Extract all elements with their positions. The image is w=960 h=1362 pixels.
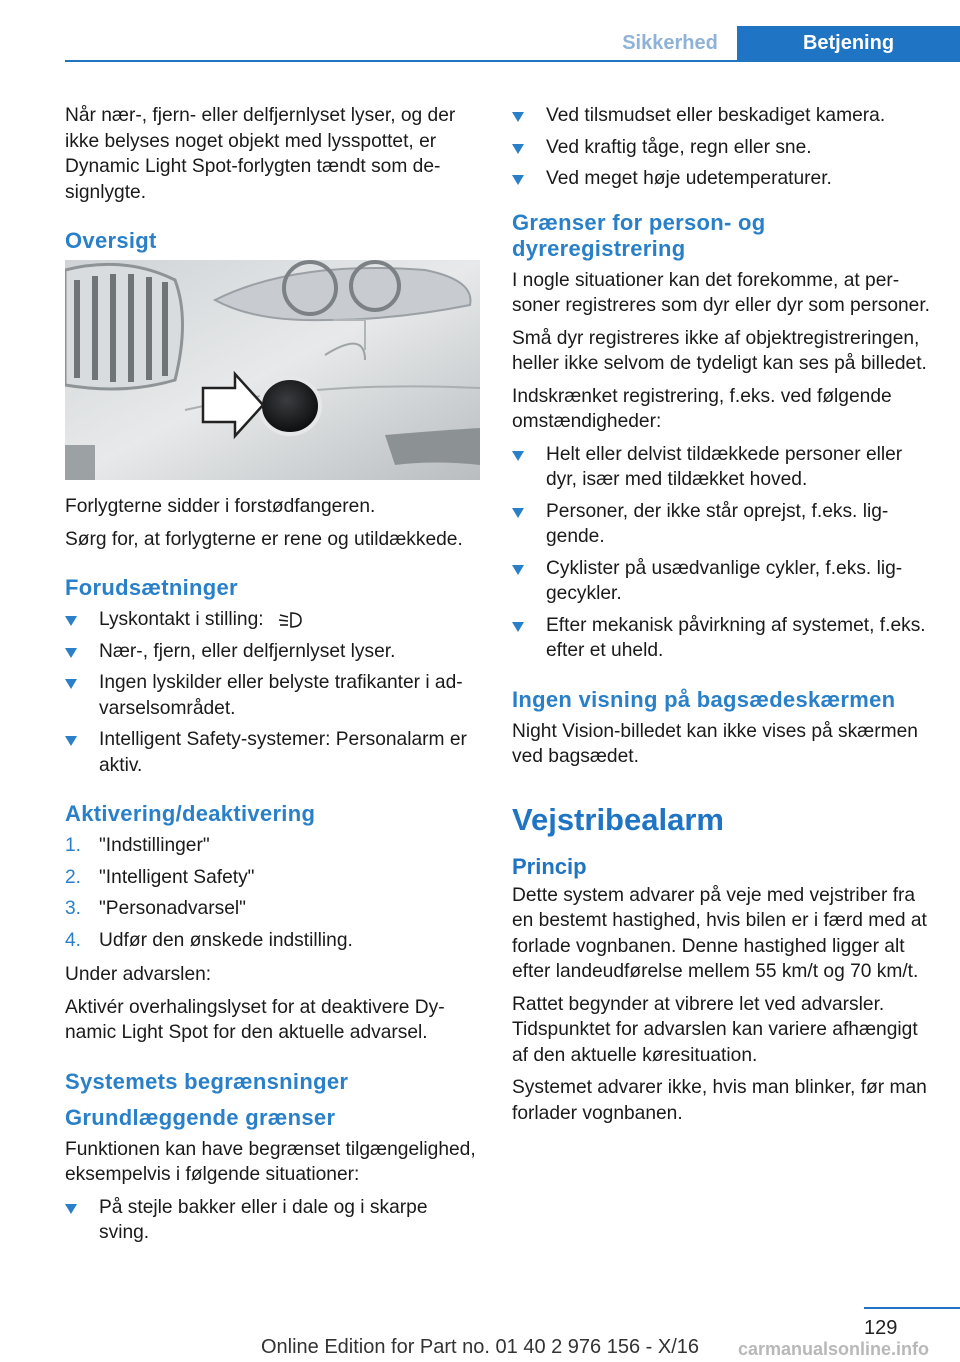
watermark: carmanualsonline.info: [738, 1339, 930, 1359]
heading-system: Systemets begrænsninger: [65, 1068, 349, 1094]
bullet-triangle-icon: [512, 565, 524, 575]
heading-aktivering: Aktivering/deaktivering: [65, 801, 316, 826]
graenser-p2: Små dyr registreres ikke af objektregistreringen, heller ikke selvom de tydeligt kan ses på billedet.: [512, 327, 927, 374]
left-column: [65, 103, 480, 1255]
page-number-rule: [864, 1307, 960, 1309]
headlight-photo: [65, 260, 480, 480]
under-text: Aktivér overhalingslyset for at deaktivere Dynamic Light Spot for den aktuelle advarsel.: [65, 996, 445, 1043]
heading-ingen-visning: Ingen visning på bagsædeskærmen: [512, 686, 896, 712]
right-column: [512, 103, 932, 1133]
heading-forudsaetninger: Forudsætninger: [65, 575, 238, 600]
list-item: Ved kraftig tåge, regn eller sne.: [512, 135, 932, 161]
photo-caption-1: Forlygterne sidder i forstødfangeren.: [65, 496, 376, 517]
list-item: 2. "Intelligent Safety": [65, 866, 255, 888]
list-item: Nær-, fjern, eller delfjernlyset lyser.: [65, 639, 480, 665]
photo-caption-2: Sørg for, at forlygterne er rene og utildækkede.: [65, 528, 463, 550]
intro-paragraph: Når nær-, fjern- eller delfjernlyset lyser, og der ikke belyses noget objekt med lysspottet, er Dynamic Light Spot-forlygten tændt som designlygte.: [65, 105, 456, 203]
registration-list: [512, 442, 932, 664]
bullet-triangle-icon: [512, 622, 524, 632]
tab-betjening[interactable]: Betjening: [737, 26, 960, 62]
continued-list: [512, 103, 932, 192]
list-item: På stejle bakker eller i dale og i skarpe sving.: [65, 1195, 480, 1246]
bullet-triangle-icon: [512, 175, 524, 185]
header-rule: [65, 60, 960, 62]
tab-sikkerhed[interactable]: Sikkerhed: [605, 26, 735, 62]
list-item: Intelligent Safety-systemer: Personalarm er aktiv.: [65, 727, 480, 778]
princip-p2: Rattet begynder at vibrere let ved advarsler. Tidspunktet for advarslen kan variere afhængigt af den aktuelle køresituation.: [512, 993, 918, 1066]
bullet-triangle-icon: [65, 648, 77, 658]
graenser-p1: I nogle situationer kan det forekomme, at personer registreres som dyr eller dyr som personer.: [512, 269, 931, 316]
edition-footer: Online Edition for Part no. 01 40 2 976 156 - X/16: [260, 1336, 700, 1358]
list-item: Lyskontakt i stilling:: [65, 607, 480, 633]
bullet-triangle-icon: [65, 679, 77, 689]
list-item: Efter mekanisk påvirkning af systemet, f.eks. efter et uheld.: [512, 613, 932, 664]
activation-steps: [65, 833, 480, 953]
list-item: Helt eller delvist tildækkede personer eller dyr, især med tildækket hoved.: [512, 442, 932, 493]
grund-list: [65, 1195, 480, 1246]
page-number: 129: [864, 1317, 898, 1339]
list-item: Cyklister på usædvanlige cykler, f.eks. liggecykler.: [512, 556, 932, 607]
princip-p3: Systemet advarer ikke, hvis man blinker, før man forlader vognbanen.: [512, 1077, 927, 1124]
bullet-triangle-icon: [512, 508, 524, 518]
list-item: Ved tilsmudset eller beskadiget kamera.: [512, 103, 932, 129]
low-beam-icon: [277, 609, 303, 631]
grund-text: Funktionen kan have begrænset tilgængelighed, eksempelvis i følgende situationer:: [65, 1138, 476, 1185]
bullet-triangle-icon: [512, 112, 524, 122]
bullet-triangle-icon: [512, 451, 524, 461]
under-label: Under advarslen:: [65, 964, 212, 985]
heading-graenser: Grænser for person- og dyreregistrering: [512, 209, 766, 261]
list-item: Ingen lyskilder eller belyste trafikanter i advarselsområdet.: [65, 670, 480, 721]
prerequisite-list: [65, 607, 480, 778]
bullet-triangle-icon: [512, 144, 524, 154]
heading-grund: Grundlæggende grænser: [65, 1104, 336, 1130]
graenser-p3: Indskrænket registrering, f.eks. ved følgende omstændigheder:: [512, 385, 892, 432]
bullet-triangle-icon: [65, 616, 77, 626]
heading-princip: Princip: [512, 853, 587, 879]
princip-p1: Dette system advarer på veje med vejstriber fra en bestemt hastighed, hvis bilen er i færd med at forlade vognbanen. Denne hastighed ligger alt efter landeudførelse mellem 55 km/t og 70 km/t.: [512, 884, 927, 982]
heading-vejstribealarm: Vejstribealarm: [512, 801, 724, 837]
list-item: 4. Udfør den ønskede indstilling.: [65, 929, 353, 951]
list-item: 3. "Personadvarsel": [65, 898, 246, 919]
bullet-triangle-icon: [65, 1204, 77, 1214]
list-item: 1. "Indstillinger": [65, 835, 210, 856]
bullet-triangle-icon: [65, 736, 77, 746]
heading-oversigt: Oversigt: [65, 228, 157, 253]
ingen-text: Night Vision-billedet kan ikke vises på skærmen ved bagsædet.: [512, 720, 918, 767]
list-item: Ved meget høje udetemperaturer.: [512, 166, 932, 192]
list-item: Personer, der ikke står oprejst, f.eks. liggende.: [512, 499, 932, 550]
